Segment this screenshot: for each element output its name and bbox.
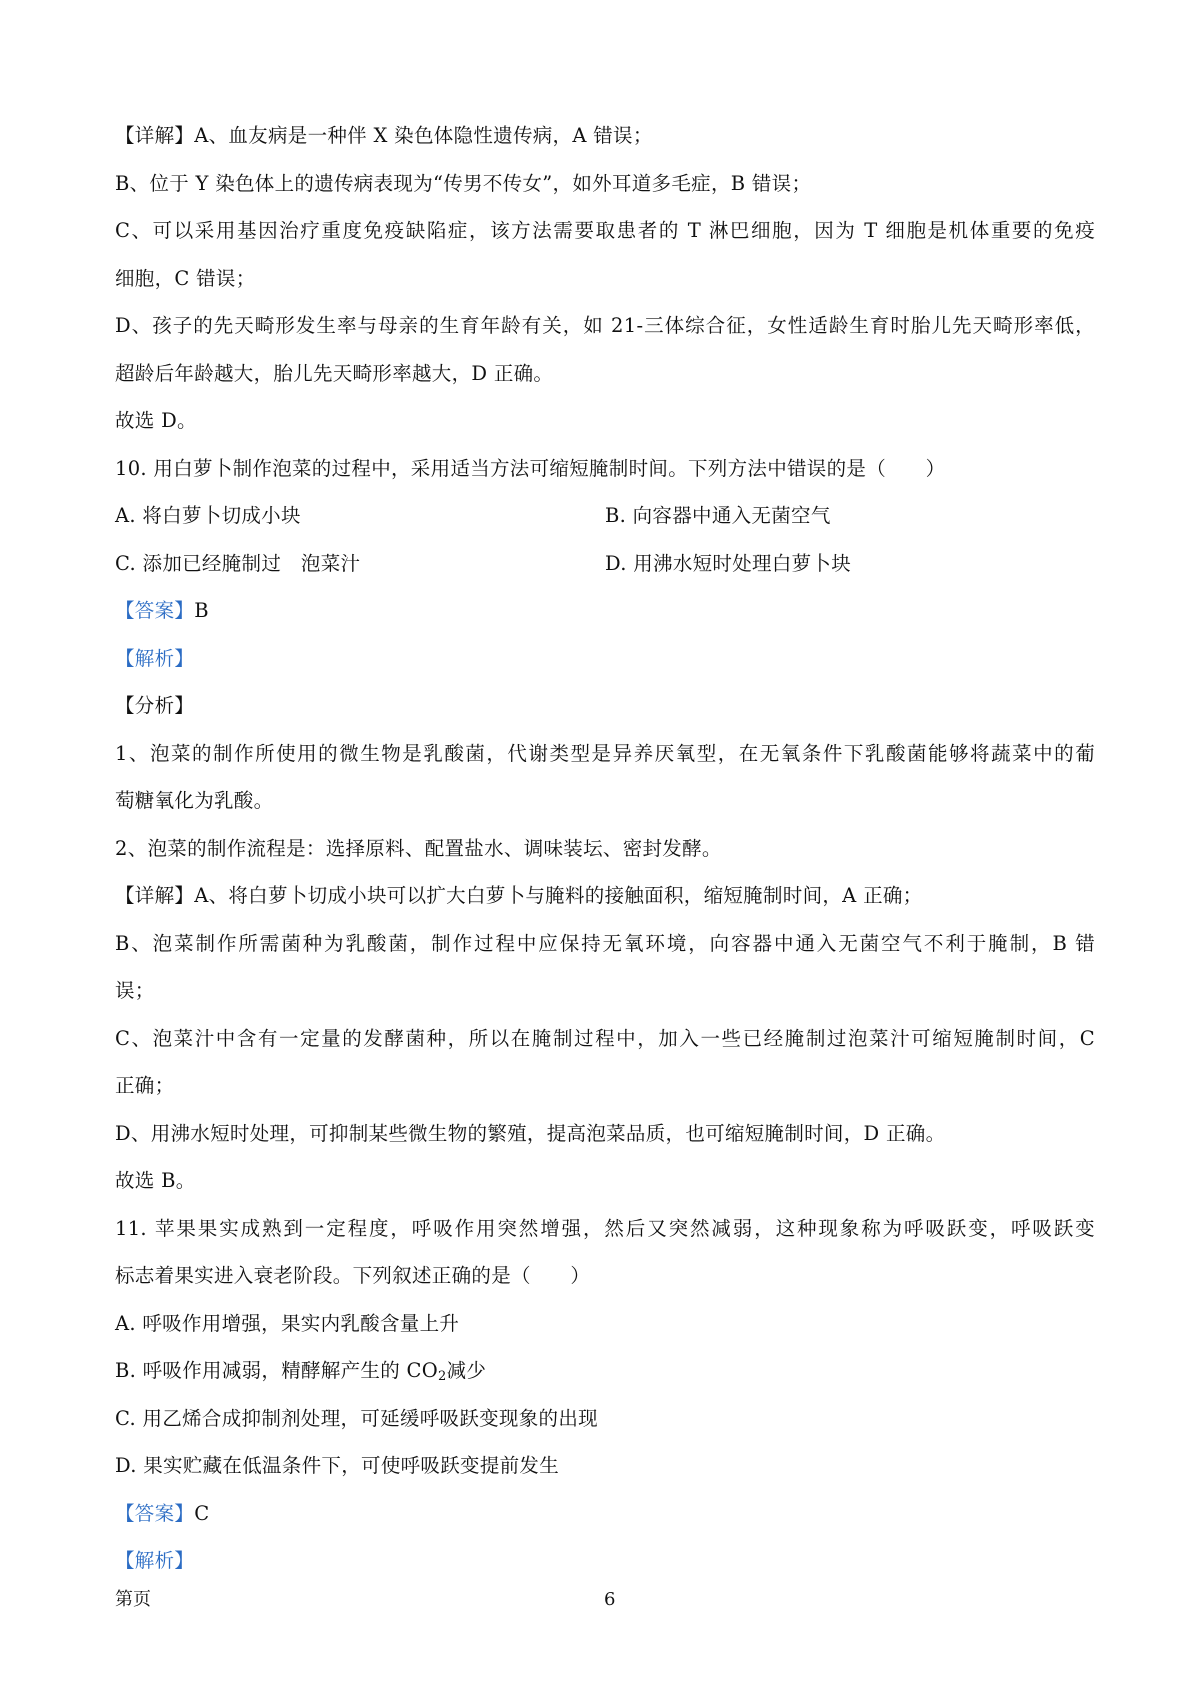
q10-detail-d: D、用沸水短时处理，可抑制某些微生物的繁殖，提高泡菜品质，也可缩短腌制时间，D 正确。 — [115, 1121, 946, 1145]
q11-option-b-text: B. 呼吸作用减弱，精酵解产生的 CO — [115, 1359, 439, 1382]
q10-analysis-point-1-1: 1、泡菜的制作所使用的微生物是乳酸菌，代谢类型是异养厌氧型，在无氧条件下乳酸菌能够将蔬菜中的葡 — [115, 741, 1095, 765]
line-q9-detail-c-2: 细胞，C 错误； — [115, 266, 256, 290]
q10-analysis-label: 【解析】 — [115, 646, 195, 670]
line-q9-detail-b: B、位于 Y 染色体上的遗传病表现为“传男不传女”，如外耳道多毛症，B 错误； — [115, 171, 812, 195]
q10-options-row-1 — [115, 492, 1095, 540]
q10-detail-b-2: 误； — [115, 979, 155, 1002]
q10-detail-b-1: B、泡菜制作所需菌种为乳酸菌，制作过程中应保持无氧环境，向容器中通入无菌空气不利于腌制，B 错 — [115, 931, 1095, 955]
line-q9-conclusion: 故选 D。 — [115, 409, 197, 432]
q10-conclusion: 故选 B。 — [115, 1169, 196, 1192]
q11-answer-label: 【答案】 — [115, 1501, 195, 1525]
q11-option-d: D. 果实贮藏在低温条件下，可使呼吸跃变提前发生 — [115, 1454, 560, 1477]
q10-option-c: C. 添加已经腌制过 泡菜汁 — [115, 551, 361, 575]
q11-option-a: A. 呼吸作用增强，果实内乳酸含量上升 — [115, 1311, 460, 1335]
page-content — [115, 112, 1095, 1585]
q11-option-b-subscript: 2 — [438, 1369, 447, 1384]
q11-analysis-label: 【解析】 — [115, 1549, 195, 1572]
q11-option-b-tail: 减少 — [446, 1359, 487, 1382]
q10-option-b: B. 向容器中通入无菌空气 — [605, 504, 831, 527]
q10-detail-a: 【详解】A、将白萝卜切成小块可以扩大白萝卜与腌料的接触面积，缩短腌制时间，A 正确； — [115, 884, 923, 907]
q10-detail-c-1: C、泡菜汁中含有一定量的发酵菌种，所以在腌制过程中，加入一些已经腌制过泡菜汁可缩短腌制时间，C — [115, 1026, 1095, 1050]
page-footer — [0, 1585, 1200, 1615]
q11-answer-value: C — [194, 1501, 210, 1525]
q10-analysis-point-2: 2、泡菜的制作流程是：选择原料、配置盐水、调味装坛、密封发酵。 — [115, 836, 722, 860]
q10-answer-label: 【答案】 — [115, 599, 195, 622]
line-q9-detail-c-1: C、可以采用基因治疗重度免疫缺陷症，该方法需要取患者的 T 淋巴细胞，因为 T 细胞是机体重要的免疫 — [115, 219, 1095, 242]
q10-stem: 10. 用白萝卜制作泡菜的过程中，采用适当方法可缩短腌制时间。下列方法中错误的是（ ） — [115, 456, 946, 480]
q10-options-row-2 — [115, 540, 1095, 588]
line-q9-detail-a: 【详解】A、血友病是一种伴 X 染色体隐性遗传病，A 错误； — [115, 124, 653, 147]
line-q9-detail-d-1: D、孩子的先天畸形发生率与母亲的生育年龄有关，如 21-三体综合征，女性适龄生育时胎儿先天畸形率低， — [115, 314, 1095, 337]
q10-analysis-heading: 【分析】 — [115, 694, 195, 717]
q10-answer-line — [115, 587, 1095, 635]
q11-option-b — [115, 1347, 1095, 1395]
q11-stem-1: 11. 苹果果实成熟到一定程度，呼吸作用突然增强，然后又突然减弱，这种现象称为呼吸跃变，呼吸跃变 — [115, 1216, 1095, 1240]
q11-option-c: C. 用乙烯合成抑制剂处理，可延缓呼吸跃变现象的出现 — [115, 1406, 598, 1430]
q11-analysis-line — [115, 1537, 1095, 1585]
footer-page-label: 第页 — [115, 1589, 151, 1610]
q10-detail-c-2: 正确； — [115, 1074, 175, 1097]
q10-analysis-point-1-2: 萄糖氧化为乳酸。 — [115, 789, 274, 812]
q11-stem-2: 标志着果实进入衰老阶段。下列叙述正确的是（ ） — [115, 1264, 591, 1287]
q10-analysis-line — [115, 635, 1095, 683]
q11-answer-line — [115, 1490, 1095, 1538]
q10-answer-value: B — [194, 599, 209, 622]
q10-option-d: D. 用沸水短时处理白萝卜块 — [605, 551, 852, 575]
footer-page-number: 6 — [604, 1589, 616, 1610]
line-q9-detail-d-2: 超龄后年龄越大，胎儿先天畸形率越大，D 正确。 — [115, 361, 554, 385]
q10-option-a: A. 将白萝卜切成小块 — [115, 504, 301, 527]
